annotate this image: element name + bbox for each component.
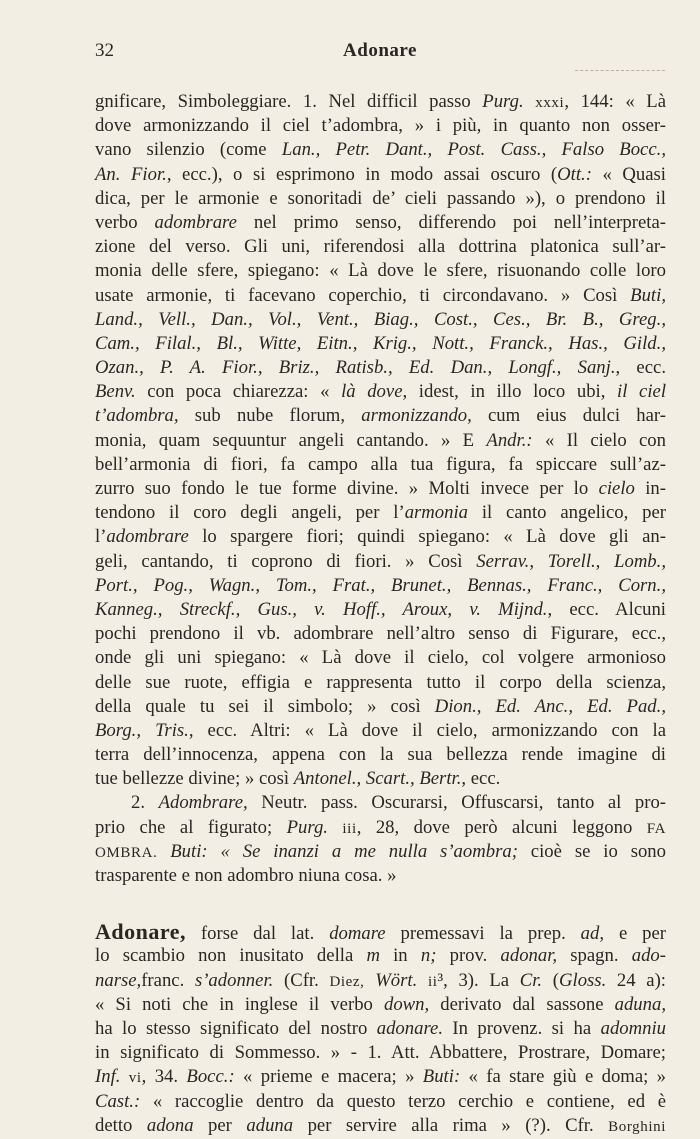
text-segment: usate armonie, ti facevano coperchio, ti circondavano. » Così <box>95 284 631 306</box>
entry-headword: Adonare, <box>95 919 186 945</box>
text-line <box>95 404 666 428</box>
text-segment: , ecc. <box>461 768 501 790</box>
text-line <box>95 138 666 162</box>
text-segment: dove armonizzando il ciel t’adombra, » i più, in quanto non osser- <box>95 115 666 137</box>
text-line <box>95 501 666 525</box>
text-segment: onde gli uni spiegano: « Là dove il cielo, col volgere armonioso <box>95 647 666 669</box>
text-line <box>95 114 666 138</box>
text-line <box>95 259 666 283</box>
text-segment: « Il cielo con <box>532 429 666 451</box>
text-line <box>95 525 666 549</box>
text-line <box>95 598 666 622</box>
text-segment: tue bellezze divine; » così <box>95 768 294 790</box>
italic-text: Inf. <box>95 1066 121 1088</box>
text-segment: , 28, dove però alcuni leggono <box>356 816 647 838</box>
italic-text: Ott.: <box>557 163 592 185</box>
italic-text: s’adonner. <box>194 969 274 991</box>
text-segment: , 34. <box>141 1066 187 1088</box>
italic-text: Cam., Filal., Bl., Witte, Eitn., Krig., Nott., Franck., Has., Gild., <box>95 332 666 354</box>
italic-text: Serrav., Torell., Lomb., <box>476 550 666 572</box>
italic-text: adona <box>146 1114 194 1136</box>
italic-text: cielo <box>598 478 635 499</box>
text-segment: , ecc. Alcuni <box>547 598 666 620</box>
text-segment: , ecc. <box>615 357 666 379</box>
entry-separator <box>95 888 666 920</box>
italic-text: adonar, <box>500 945 558 967</box>
italic-text: Benv. <box>95 381 136 403</box>
italic-text: ado- <box>631 945 666 967</box>
text-line <box>95 284 666 308</box>
text-line <box>95 187 666 211</box>
text-segment: Neutr. pass. Oscurarsi, Offuscarsi, tanto al pro- <box>247 792 667 814</box>
italic-text: Borg., Tris. <box>95 719 189 741</box>
text-segment: cum eius dulci har- <box>471 405 666 427</box>
text-segment: Borghini <box>608 1118 666 1135</box>
text-line <box>95 1065 666 1089</box>
italic-text: Gloss. <box>559 969 607 991</box>
italic-text: armonia <box>404 502 469 524</box>
text-segment: bell’armonia di fiori, fa campo alla tua figura, fa spiccare sull’az- <box>95 453 666 475</box>
text-line <box>95 453 666 477</box>
text-segment: geli, cantando, ti coprono di fiori. » Così <box>95 550 477 572</box>
text-segment <box>417 970 428 991</box>
text-line <box>95 550 666 574</box>
text-segment: (Cfr. <box>273 969 330 991</box>
text-line <box>95 356 666 380</box>
text-line <box>95 767 666 791</box>
italic-text: Land., Vell., Dan., Vol., Vent., Biag., Cost., Ces., Br. B., Greg., <box>95 308 666 330</box>
text-segment: « raccoglie dentro da questo terzo cerchio e contiene, ed è <box>140 1090 666 1112</box>
italic-text: Buti: <box>422 1066 461 1088</box>
italic-text: aduna, <box>614 993 666 1015</box>
italic-text: Dion., Ed. Anc., Ed. Pad., <box>434 695 666 717</box>
italic-text: Ozan., P. A. Fior., Briz., Ratisb., Ed. Dan., Longf., Sanj. <box>95 357 616 379</box>
text-segment: lo scambio non inusitato della <box>95 945 367 967</box>
text-line <box>95 993 666 1017</box>
text-line <box>95 743 666 767</box>
text-segment: con poca chiarezza: « <box>135 381 342 403</box>
text-segment: ( <box>542 969 559 991</box>
text-segment: tendono il coro degli angeli, per l’ <box>95 502 405 524</box>
italic-text: adombrare <box>154 211 237 233</box>
text-line <box>95 622 666 646</box>
italic-text: Port., Pog., Wagn., Tom., Frat., Brunet., Bennas., Franc., Corn., <box>95 574 666 596</box>
italic-text: Andr.: <box>486 429 533 451</box>
text-segment: monia delle sfere, spiegano: « Là dove le sfere, risuonando colle loro <box>95 260 666 282</box>
italic-text: adonare. <box>376 1017 443 1039</box>
text-segment <box>120 1066 128 1087</box>
text-segment: « Quasi <box>591 163 666 185</box>
text-segment: franc. <box>141 969 195 991</box>
text-segment: in significato di Sommesso. » - 1. Att. Abbattere, Prostrare, Domare; <box>95 1042 666 1064</box>
text-segment: , ecc. Altri: « Là dove il cielo, armonizzando con la <box>188 719 667 741</box>
text-segment: « Si noti che in inglese il verbo <box>95 993 384 1015</box>
text-segment <box>365 970 376 991</box>
header-rule <box>575 70 665 71</box>
text-segment: zione del verso. Gli uni, riferendosi alla dottrina platonica sull’ar- <box>95 236 666 258</box>
text-segment: Diez, <box>329 973 365 990</box>
text-segment <box>328 817 342 838</box>
text-segment: FA <box>646 820 667 837</box>
italic-text: Cr. <box>519 969 543 991</box>
text-segment: , ecc.), o si esprimono in modo assai oscuro ( <box>166 163 558 185</box>
italic-text: n; <box>420 945 437 967</box>
text-segment: verbo <box>95 211 155 233</box>
text-line <box>95 791 666 815</box>
text-segment: nel primo senso, differendo poi nell’interpreta- <box>236 211 666 233</box>
italic-text: aduna <box>246 1114 294 1136</box>
text-segment: idest, in illo loco ubi, <box>407 381 618 403</box>
text-line <box>95 695 666 719</box>
italic-text: adombrare <box>106 526 189 548</box>
text-segment: vano silenzio (come <box>95 139 282 161</box>
italic-text: Antonel., Scart., Bertr. <box>293 768 462 790</box>
italic-text: m <box>366 945 380 967</box>
text-segment: spagn. <box>557 945 632 967</box>
text-segment: ha lo stesso significato del nostro <box>95 1017 377 1039</box>
italic-text: adomniu <box>600 1017 666 1039</box>
italic-text: domare <box>329 923 386 945</box>
text-line <box>95 1017 666 1041</box>
text-segment: zurro suo fondo le tue forme divine. » Molti invece per lo <box>95 478 599 499</box>
text-segment <box>157 841 170 862</box>
text-segment <box>524 91 536 112</box>
text-line <box>95 574 666 598</box>
text-line <box>95 816 666 840</box>
text-line <box>95 671 666 695</box>
text-segment: dica, per le armonie e sonoritadi de’ cieli passando »), o prendono il <box>95 187 666 209</box>
text-segment: « prieme e macera; » <box>234 1066 423 1088</box>
italic-text: Wört. <box>375 969 418 991</box>
text-line <box>95 864 666 888</box>
text-segment: pochi prendono il vb. adombrare nell’altro senso di Figurare, ecc., <box>95 623 666 645</box>
text-segment: cioè se io sono <box>517 840 666 862</box>
text-line <box>95 211 666 235</box>
text-segment: in- <box>634 478 667 499</box>
italic-text: il ciel <box>617 381 667 403</box>
italic-text: Purg. <box>286 816 328 838</box>
text-segment: 2. <box>131 792 159 814</box>
text-segment: monia, quam sequuntur angeli cantando. » E <box>95 429 487 451</box>
text-segment: , 144: « Là <box>564 91 667 112</box>
italic-text: Cast.: <box>95 1090 141 1112</box>
text-segment: ii <box>427 973 438 990</box>
text-segment: sub nube florum, <box>178 405 362 427</box>
text-line <box>95 163 666 187</box>
text-segment: trasparente e non adombro niuna cosa. » <box>95 865 397 886</box>
text-segment: delle sue ruote, effigia e rappresenta tutto il corpo della scienza, <box>95 671 666 693</box>
text-segment: terra dell’innocenza, appena con la sua bellezza rende imagine di <box>95 744 666 766</box>
text-segment: forse dal lat. <box>186 923 330 945</box>
italic-text: Buti: « Se inanzi a me nulla s’aombra; <box>170 840 518 862</box>
text-segment: per <box>193 1114 247 1136</box>
text-segment: e per <box>604 923 667 945</box>
italic-text: narse, <box>95 969 142 991</box>
text-line <box>95 235 666 259</box>
text-segment: detto <box>95 1114 147 1136</box>
text-line <box>95 719 666 743</box>
text-line <box>95 380 666 404</box>
running-head: Adonare <box>343 40 417 61</box>
text-segment: ³, 3). La <box>437 969 520 991</box>
italic-text: Kanneg., Streckf., Gus., v. Hoff., Aroux, v. Mijnd. <box>95 598 548 620</box>
text-segment: il canto angelico, per <box>468 502 666 524</box>
italic-text: An. Fior. <box>95 163 167 185</box>
text-line <box>95 1114 666 1138</box>
text-line <box>95 1041 666 1065</box>
text-segment: derivato dal sassone <box>429 993 615 1015</box>
text-line <box>95 646 666 670</box>
text-segment: premessavi la prep. <box>385 923 581 945</box>
page-header <box>95 40 665 66</box>
text-segment: vi <box>128 1070 142 1087</box>
text-segment: lo spargere fiori; quindi spiegano: « Là dove gli an- <box>188 526 666 548</box>
text-segment: iii <box>342 820 357 837</box>
text-line <box>95 308 666 332</box>
text-line <box>95 920 666 944</box>
text-line <box>95 969 666 993</box>
text-segment: prov. <box>436 945 501 967</box>
text-segment: In provenz. si ha <box>443 1017 601 1039</box>
italic-text: là dove, <box>341 381 408 403</box>
text-segment: « fa stare giù e doma; » <box>460 1066 667 1088</box>
italic-text: Purg. <box>482 91 524 112</box>
text-segment: l’ <box>95 526 107 548</box>
text-segment: in <box>379 945 421 967</box>
text-segment: xxxi <box>535 95 565 111</box>
text-line <box>95 90 666 114</box>
text-line <box>95 840 666 864</box>
text-line <box>95 429 666 453</box>
text-line <box>95 332 666 356</box>
text-segment: per servire alla rima » (?). Cfr. <box>293 1114 609 1136</box>
italic-text: Buti, <box>630 284 666 306</box>
text-segment: OMBRA. <box>95 844 158 861</box>
text-line <box>95 1090 666 1114</box>
italic-text: down, <box>383 993 430 1015</box>
text-segment: della quale tu sei il simbolo; » così <box>95 695 435 717</box>
text-segment: 24 a): <box>606 969 666 991</box>
text-segment: prio che al figurato; <box>95 816 287 838</box>
text-line <box>95 477 666 501</box>
text-line <box>95 944 666 968</box>
italic-text: ad, <box>580 923 605 945</box>
italic-text: Bocc.: <box>186 1066 235 1088</box>
italic-text: Lan., Petr. Dant., Post. Cass., Falso Bocc., <box>281 139 666 161</box>
page-number: 32 <box>95 40 114 61</box>
text-segment: gnificare, Simboleggiare. 1. Nel difficil passo <box>95 91 483 112</box>
italic-text: Adombrare, <box>158 792 248 814</box>
page-body <box>95 90 666 1138</box>
italic-text: t’adombra, <box>95 405 179 427</box>
italic-text: armonizzando, <box>361 405 472 427</box>
